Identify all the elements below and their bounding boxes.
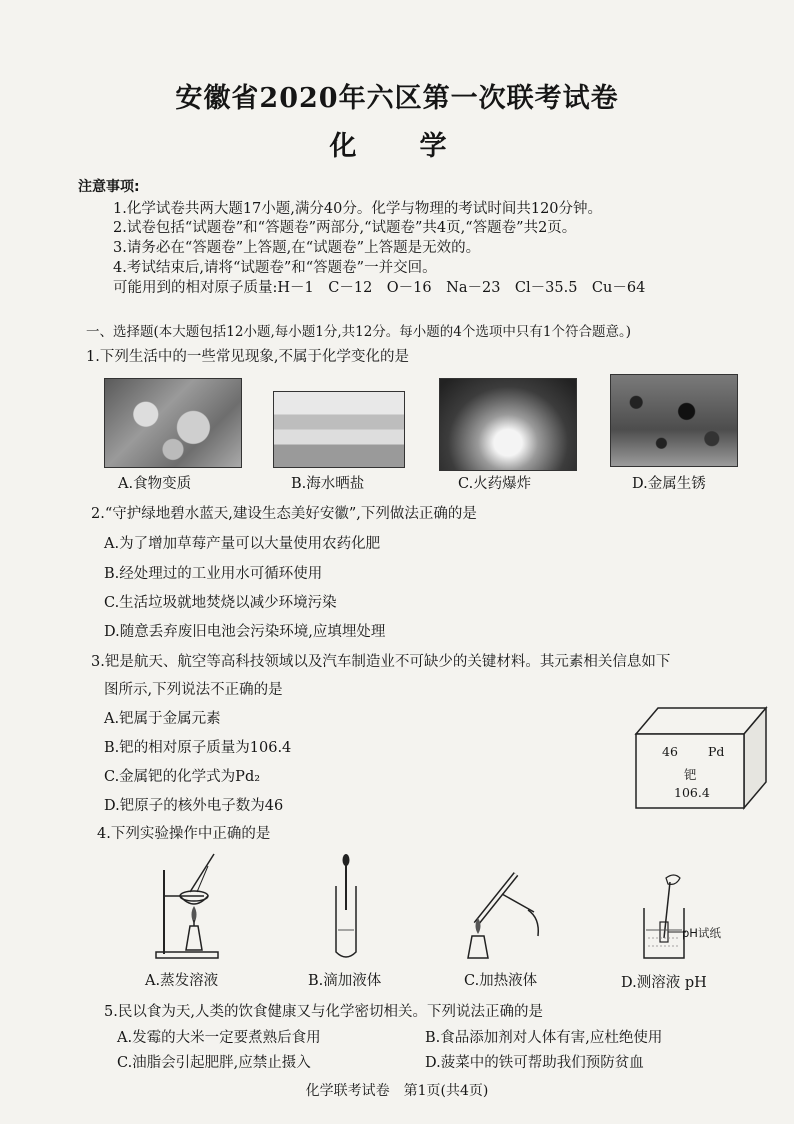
q1-option-a: A.食物变质	[118, 476, 192, 492]
sea-salt-photo	[273, 391, 405, 468]
question-3-stem: 3.钯是航天、航空等高科技领域以及汽车制造业不可缺少的关键材料。其元素相关信息如下	[91, 654, 671, 670]
element-name: 钯	[684, 767, 697, 782]
evaporation-apparatus	[150, 852, 230, 964]
question-2-stem: 2.“守护绿地碧水蓝天,建设生态美好安徽”,下列做法正确的是	[91, 506, 477, 522]
q5-option-a: A.发霉的大米一定要煮熟后食用	[117, 1030, 321, 1046]
element-mass: 106.4	[674, 785, 710, 800]
section-heading: 一、选择题(本大题包括12小题,每小题1分,共12分。每小题的4个选项中只有1个符合题意。)	[86, 324, 631, 340]
note-item: 2.试卷包括“试题卷”和“答题卷”两部分,“试题卷”共4页,“答题卷”共2页。	[113, 220, 577, 236]
element-symbol: Pd	[708, 744, 725, 759]
page-footer: 化学联考试卷 第1页(共4页)	[305, 1083, 489, 1099]
question-1-stem: 1.下列生活中的一些常见现象,不属于化学变化的是	[86, 349, 409, 365]
q3-option-a: A.钯属于金属元素	[104, 711, 221, 727]
ph-test-apparatus	[636, 868, 706, 964]
note-item: 4.考试结束后,请将“试题卷”和“答题卷”一并交回。	[113, 260, 437, 276]
subject-title: 化 学	[329, 131, 465, 162]
explosion-photo	[439, 378, 577, 471]
exam-title: 安徽省2020年六区第一次联考试卷	[175, 83, 619, 114]
q4-option-c: C.加热液体	[464, 973, 538, 989]
atomic-masses: 可能用到的相对原子质量:H－1 C－12 O－16 Na－23 Cl－35.5 Cu－64	[113, 280, 646, 296]
q4-option-a: A.蒸发溶液	[145, 973, 219, 989]
q5-option-b: B.食品添加剂对人体有害,应杜绝使用	[425, 1030, 663, 1046]
q3-option-b: B.钯的相对原子质量为106.4	[104, 740, 292, 756]
rust-photo	[610, 374, 738, 467]
q1-option-c: C.火药爆炸	[458, 476, 532, 492]
note-item: 1.化学试卷共两大题17小题,满分40分。化学与物理的考试时间共120分钟。	[113, 201, 603, 217]
q3-option-c: C.金属钯的化学式为Pd₂	[104, 769, 261, 785]
question-5-stem: 5.民以食为天,人类的饮食健康又与化学密切相关。下列说法正确的是	[104, 1004, 543, 1020]
note-item: 3.请务必在“答题卷”上答题,在“试题卷”上答题是无效的。	[113, 240, 481, 256]
q5-option-d: D.菠菜中的铁可帮助我们预防贫血	[425, 1055, 644, 1071]
q4-option-d: D.测溶液 pH	[621, 975, 707, 991]
q1-option-d: D.金属生锈	[632, 476, 706, 492]
element-number: 46	[662, 744, 678, 759]
notes-heading: 注意事项:	[78, 179, 140, 195]
q2-option-d: D.随意丢弃废旧电池会污染环境,应填埋处理	[104, 624, 386, 640]
food-spoilage-photo	[104, 378, 242, 468]
q4-option-b: B.滴加液体	[308, 973, 382, 989]
ph-paper-label: pH试纸	[682, 926, 721, 940]
q2-option-c: C.生活垃圾就地焚烧以减少环境污染	[104, 595, 337, 611]
q2-option-a: A.为了增加草莓产量可以大量使用农药化肥	[104, 536, 381, 552]
q5-option-c: C.油脂会引起肥胖,应禁止摄入	[117, 1055, 311, 1071]
q1-option-b: B.海水晒盐	[291, 476, 365, 492]
q3-option-d: D.钯原子的核外电子数为46	[104, 798, 284, 814]
question-3-stem-cont: 图所示,下列说法不正确的是	[104, 682, 283, 698]
question-4-stem: 4.下列实验操作中正确的是	[97, 826, 271, 842]
dropper-tube-apparatus	[326, 852, 366, 964]
heating-tube-apparatus	[462, 866, 546, 964]
q2-option-b: B.经处理过的工业用水可循环使用	[104, 566, 323, 582]
